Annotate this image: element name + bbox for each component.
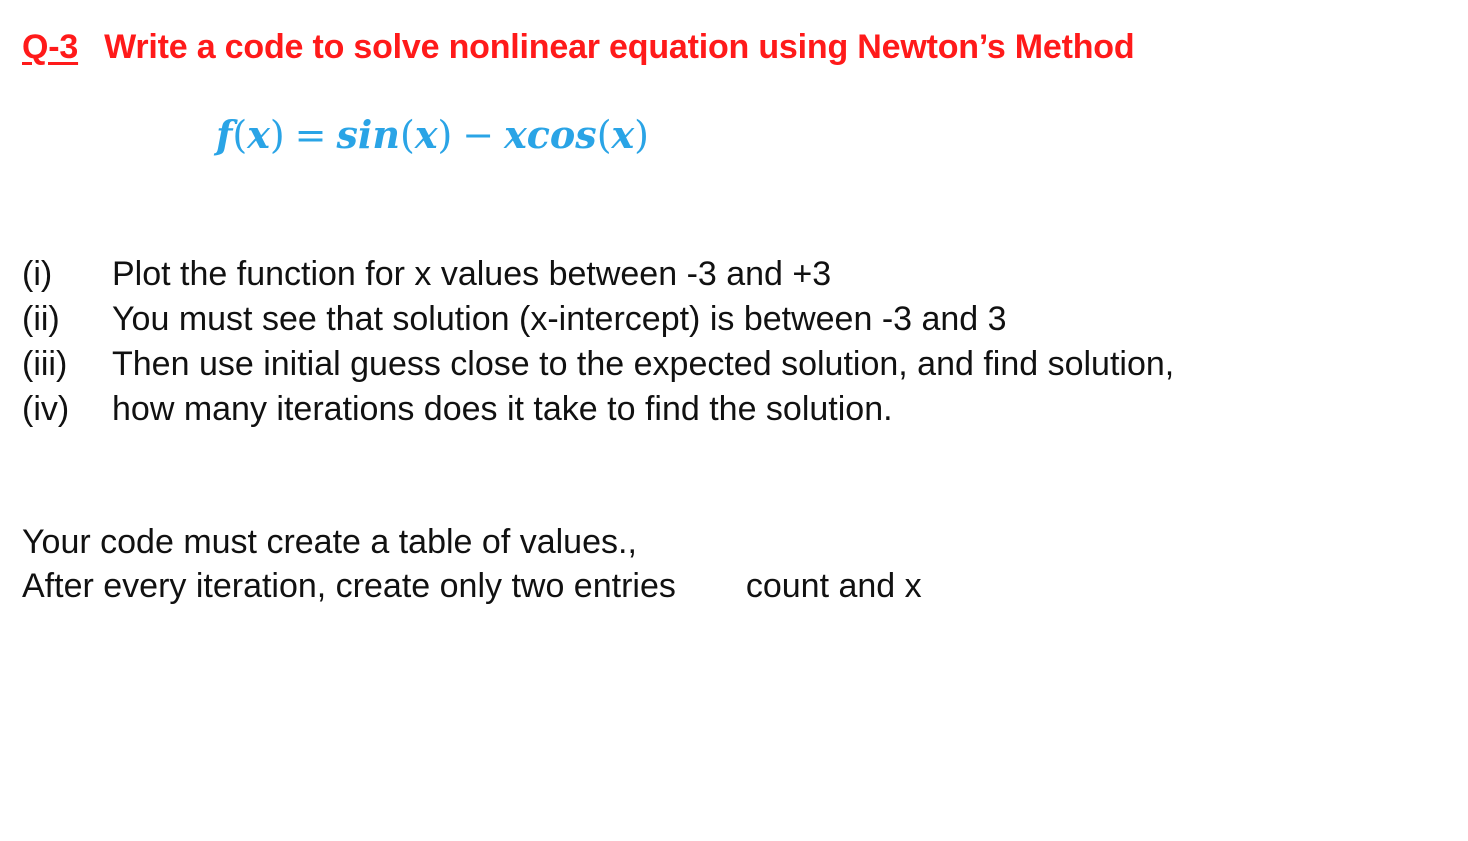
equation-minus: − [462,113,495,157]
equation-term1-fn: sin [336,112,400,157]
equation-term1-var: x [414,112,438,157]
task-item [22,387,1174,432]
notes-line-1: Your code must create a table of values., [22,523,637,561]
question-number: Q-3 [22,28,79,66]
notes-line-2-entries: count and x [745,567,922,605]
task-list [22,252,1174,432]
task-number: (ii) [22,300,60,338]
task-number: (iii) [22,345,68,383]
question-heading [22,28,1134,67]
task-number: (iv) [22,390,70,428]
task-item [22,342,1174,387]
instructions-notes [22,520,922,608]
equation-term2-fn: xcos [504,112,597,157]
task-text: Plot the function for x values between -3 and +3 [112,255,832,293]
question-title: Write a code to solve nonlinear equation using Newton’s Method [104,28,1135,66]
task-text: You must see that solution (x-intercept) is between -3 and 3 [112,300,1007,338]
equation: f(x) = sin(x) − xcos(x) [216,112,649,157]
task-text: Then use initial guess close to the expected solution, and find solution, [112,345,1175,383]
task-number: (i) [22,255,53,293]
task-item [22,297,1174,342]
equation-lhs-var: x [247,112,270,157]
equation-term2-var: x [611,112,635,157]
equation-lhs-fn: f [216,112,233,157]
task-item [22,252,1174,297]
notes-line-2 [22,564,922,608]
equation-equals: = [294,113,327,157]
task-text: how many iterations does it take to find the solution. [112,390,893,428]
notes-line-2-text: After every iteration, create only two entries [22,567,676,605]
